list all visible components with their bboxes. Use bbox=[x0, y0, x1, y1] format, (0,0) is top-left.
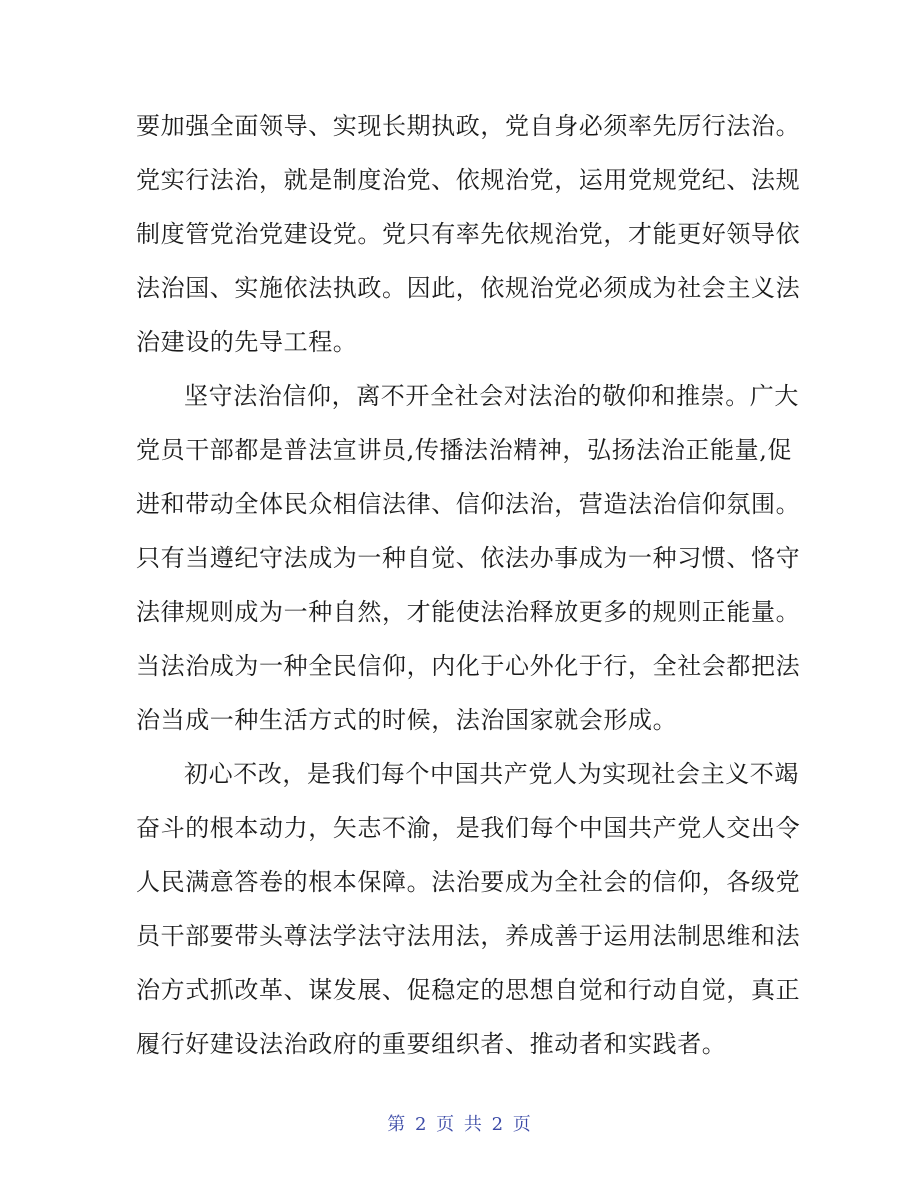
paragraph-1-line-2: 党实行法治，就是制度治党、依规治党，运用党规党纪、法规 bbox=[136, 166, 801, 194]
paragraph-3-line-1: 初心不改，是我们每个中国共产党人为实现社会主义不竭 bbox=[184, 760, 799, 788]
paragraph-1-line-1: 要加强全面领导、实现长期执政，党自身必须率先厉行法治。 bbox=[136, 112, 801, 140]
paragraph-3-line-5: 治方式抓改革、谋发展、促稳定的思想自觉和行动自觉，真正 bbox=[136, 976, 801, 1004]
paragraph-2-line-1: 坚守法治信仰，离不开全社会对法治的敬仰和推崇。广大 bbox=[184, 382, 799, 410]
page-number-footer: 第 2 页 共 2 页 bbox=[387, 1114, 533, 1135]
paragraph-2-line-3: 进和带动全体民众相信法律、信仰法治，营造法治信仰氛围。 bbox=[136, 490, 801, 518]
paragraph-1-line-3: 制度管党治党建设党。党只有率先依规治党，才能更好领导依 bbox=[136, 220, 801, 248]
paragraph-2-line-2: 党员干部都是普法宣讲员,传播法治精神，弘扬法治正能量,促 bbox=[136, 436, 793, 464]
paragraph-2-line-6: 当法治成为一种全民信仰，内化于心外化于行，全社会都把法 bbox=[136, 652, 801, 680]
paragraph-2-line-7: 治当成一种生活方式的时候，法治国家就会形成。 bbox=[136, 706, 678, 734]
paragraph-2-line-5: 法律规则成为一种自然，才能使法治释放更多的规则正能量。 bbox=[136, 598, 801, 626]
paragraph-1-line-5: 治建设的先导工程。 bbox=[136, 328, 358, 356]
paragraph-3-line-3: 人民满意答卷的根本保障。法治要成为全社会的信仰，各级党 bbox=[136, 868, 801, 896]
paragraph-3-line-2: 奋斗的根本动力，矢志不渝，是我们每个中国共产党人交出令 bbox=[136, 814, 801, 842]
paragraph-3-line-6: 履行好建设法治政府的重要组织者、推动者和实践者。 bbox=[136, 1030, 727, 1058]
body-text bbox=[136, 99, 801, 1071]
paragraph-1-line-4: 法治国、实施依法执政。因此，依规治党必须成为社会主义法 bbox=[136, 274, 801, 302]
paragraph-3-line-4: 员干部要带头尊法学法守法用法，养成善于运用法制思维和法 bbox=[136, 922, 801, 950]
paragraph-2-line-4: 只有当遵纪守法成为一种自觉、依法办事成为一种习惯、恪守 bbox=[136, 544, 801, 572]
